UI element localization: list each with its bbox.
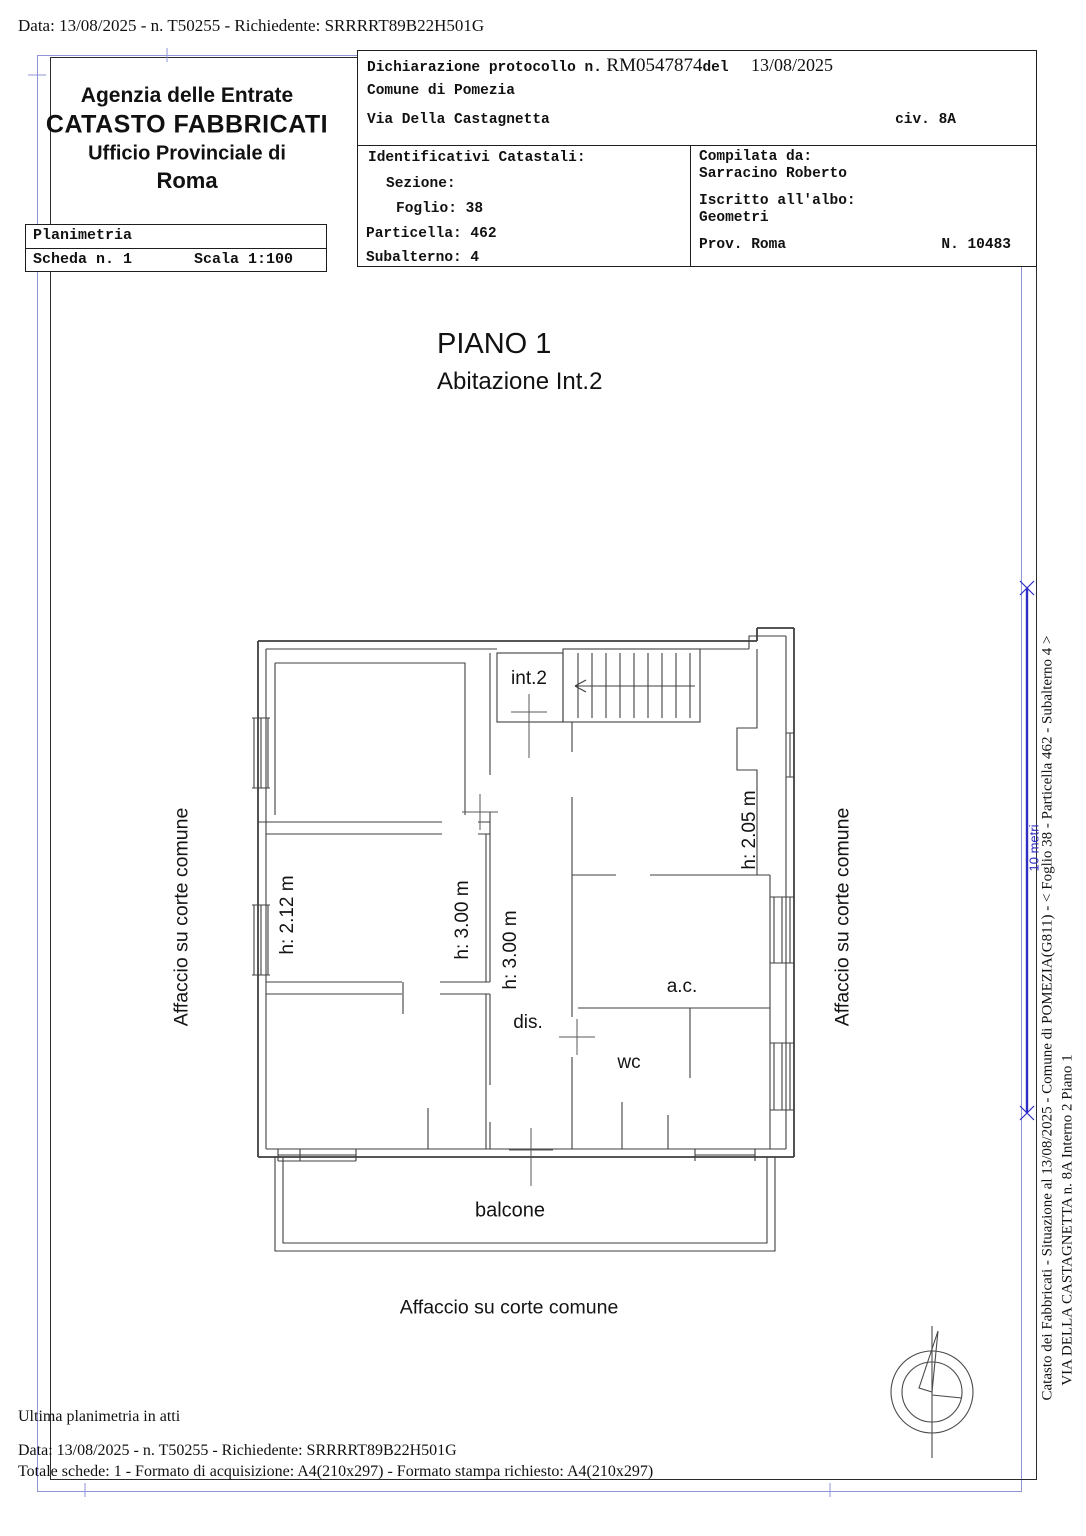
comune-line: Comune di Pomezia	[367, 83, 515, 99]
height-label-212: h: 2.12 m	[277, 875, 298, 955]
civic-number: civ. 8A	[895, 112, 956, 128]
margin-reference-line2: VIA DELLA CASTAGNETTA n. 8A Interno 2 Piano 1	[1059, 1054, 1076, 1386]
protocol-label: Dichiarazione protocollo n.	[367, 60, 602, 76]
floor-title: PIANO 1	[437, 328, 552, 360]
height-label-205: h: 2.05 m	[739, 790, 760, 870]
compiler-name: Sarracino Roberto	[699, 166, 847, 182]
protocol-date: 13/08/2025	[751, 55, 834, 75]
agency-office: Ufficio Provinciale di	[88, 142, 286, 165]
footer-requester-line: Data: 13/08/2025 - n. T50255 - Richiedente: SRRRRT89B22H501G	[18, 1442, 457, 1459]
compass-icon	[891, 1326, 973, 1458]
facing-label-right: Affaccio su corte comune	[831, 807, 854, 1027]
room-label-balcone: balcone	[474, 1199, 546, 1222]
protocol-del: del	[702, 60, 729, 76]
height-label-300-b: h: 3.00 m	[500, 910, 521, 990]
albo-value: Geometri	[699, 210, 769, 226]
header-requester-line: Data: 13/08/2025 - n. T50255 - Richiedente: SRRRRT89B22H501G	[18, 16, 485, 35]
north-arrow	[919, 1331, 938, 1392]
catastali-title: Identificativi Catastali:	[368, 150, 586, 166]
province-value: Prov. Roma	[699, 237, 787, 253]
protocol-number: RM0547874	[606, 55, 703, 76]
room-label-disimpegno: dis.	[513, 1012, 543, 1033]
particella-field: Particella: 462	[366, 226, 497, 242]
agency-province: Roma	[156, 168, 218, 193]
agency-name: Agenzia delle Entrate	[80, 84, 294, 107]
scale-bar-label: 10 metri	[1026, 824, 1042, 872]
foglio-field: Foglio: 38	[396, 201, 484, 217]
room-label-int2: int.2	[511, 668, 547, 689]
height-label-300-a: h: 3.00 m	[452, 880, 473, 960]
unit-title: Abitazione Int.2	[437, 368, 603, 395]
scale-value: Scala 1:100	[194, 251, 294, 268]
compilata-label: Compilata da:	[699, 149, 813, 165]
room-label-wc: wc	[617, 1052, 641, 1073]
room-label-ac: a.c.	[666, 976, 698, 997]
facing-label-bottom: Affaccio su corte comune	[399, 1296, 619, 1319]
footer-format-line: Totale schede: 1 - Formato di acquisizione: A4(210x297) - Formato stampa richiesto: A4(210x297)	[18, 1463, 654, 1480]
footer-last-plan-note: Ultima planimetria in atti	[18, 1408, 181, 1425]
facing-label-left: Affaccio su corte comune	[170, 807, 193, 1027]
scheda-number: Scheda n. 1	[33, 251, 133, 268]
planimetria-title: Planimetria	[33, 227, 133, 244]
agency-catasto: CATASTO FABBRICATI	[45, 110, 329, 139]
albo-label: Iscritto all'albo:	[699, 193, 856, 209]
street-line: Via Della Castagnetta	[367, 112, 550, 128]
sezione-field: Sezione:	[386, 176, 456, 192]
register-number: N. 10483	[941, 237, 1011, 253]
subalterno-field: Subalterno: 4	[366, 250, 480, 266]
margin-reference-line1: Catasto dei Fabbricati - Situazione al 13/08/2025 - Comune di POMEZIA(G811) - < Foglio 38 - Particella 462 - Subalterno 4 >	[1039, 635, 1056, 1401]
